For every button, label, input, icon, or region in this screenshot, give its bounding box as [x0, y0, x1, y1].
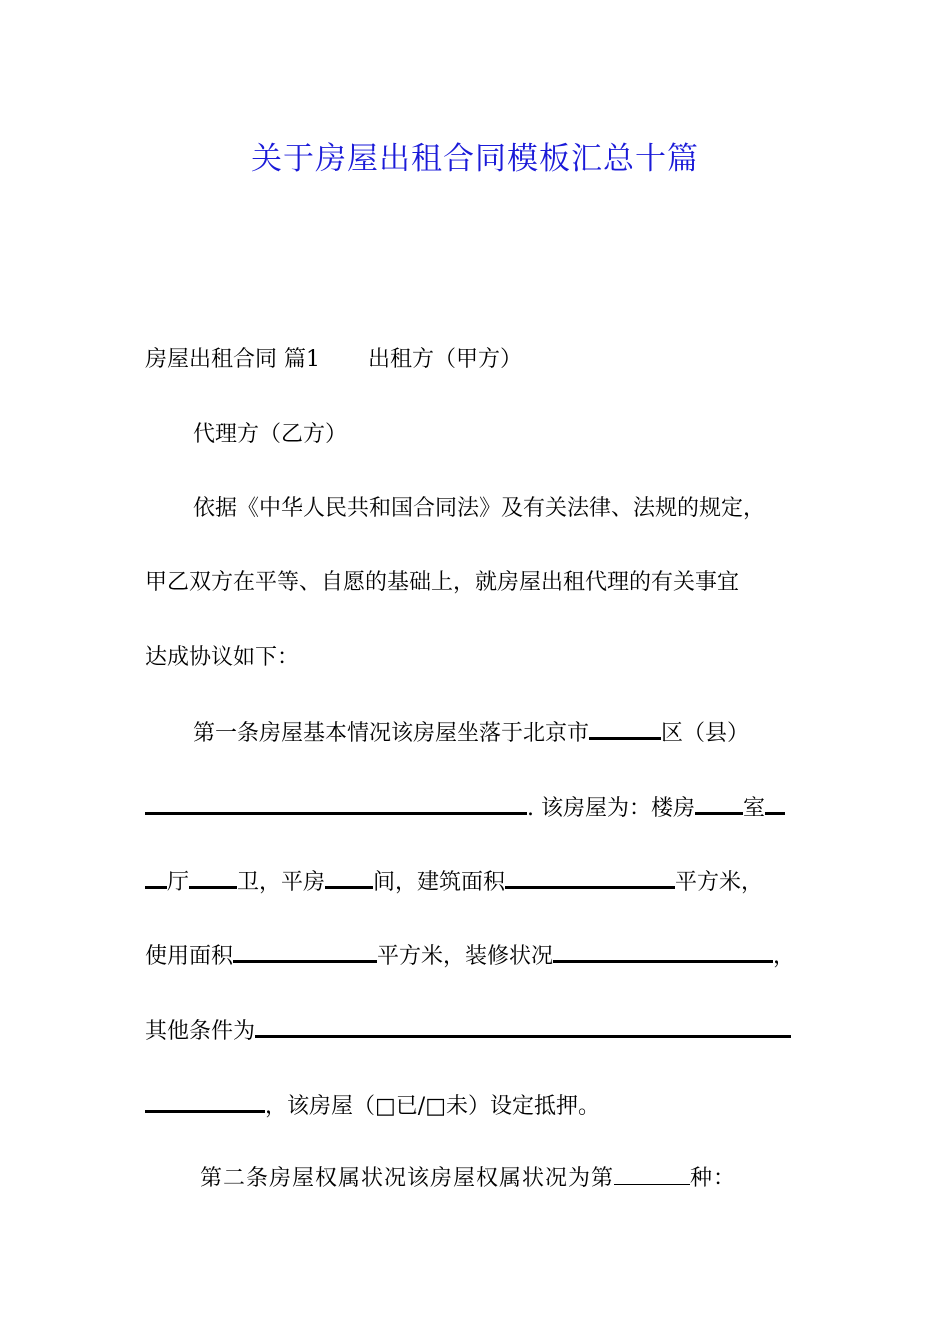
article2-line-1: 第二条房屋权属状况该房屋权属状况为第 种： — [200, 1166, 737, 1191]
blank-field — [505, 866, 675, 889]
blank-field — [589, 717, 661, 740]
blank-field — [255, 1015, 791, 1038]
blank-field — [614, 1164, 690, 1185]
article1-line-3: 厅 卫，平房 间，建筑面积 平方米， — [145, 866, 763, 898]
blank-field — [189, 866, 237, 889]
agent-label: 代理方（乙方） — [193, 422, 348, 447]
document-title: 关于房屋出租合同模板汇总十篇 — [251, 141, 699, 177]
blank-field — [145, 792, 527, 815]
preamble-line-3: 达成协议如下： — [145, 645, 300, 670]
section-heading: 房屋出租合同 篇1 — [145, 347, 320, 372]
article1-line-2: . 该房屋为：楼房 室 — [145, 792, 785, 824]
blank-field — [233, 940, 377, 963]
lessor-label: 出租方（甲方） — [368, 347, 523, 372]
blank-field — [695, 792, 743, 815]
article1-line-6: ，该房屋（□已/□未）设定抵押。 — [145, 1090, 600, 1122]
preamble-line-1: 依据《中华人民共和国合同法》及有关法律、法规的规定， — [193, 496, 766, 521]
blank-field — [145, 866, 167, 889]
blank-field — [765, 792, 785, 815]
article1-line-1: 第一条房屋基本情况该房屋坐落于北京市 区（县） — [193, 717, 749, 749]
article1-line-5: 其他条件为 — [145, 1015, 791, 1047]
article1-line-4: 使用面积 平方米，装修状况 ， — [145, 940, 795, 972]
blank-field — [145, 1090, 265, 1113]
section-heading-line — [145, 345, 522, 375]
preamble-line-2: 甲乙双方在平等、自愿的基础上，就房屋出租代理的有关事宜 — [145, 570, 740, 595]
blank-field — [325, 866, 373, 889]
blank-field — [553, 940, 773, 963]
